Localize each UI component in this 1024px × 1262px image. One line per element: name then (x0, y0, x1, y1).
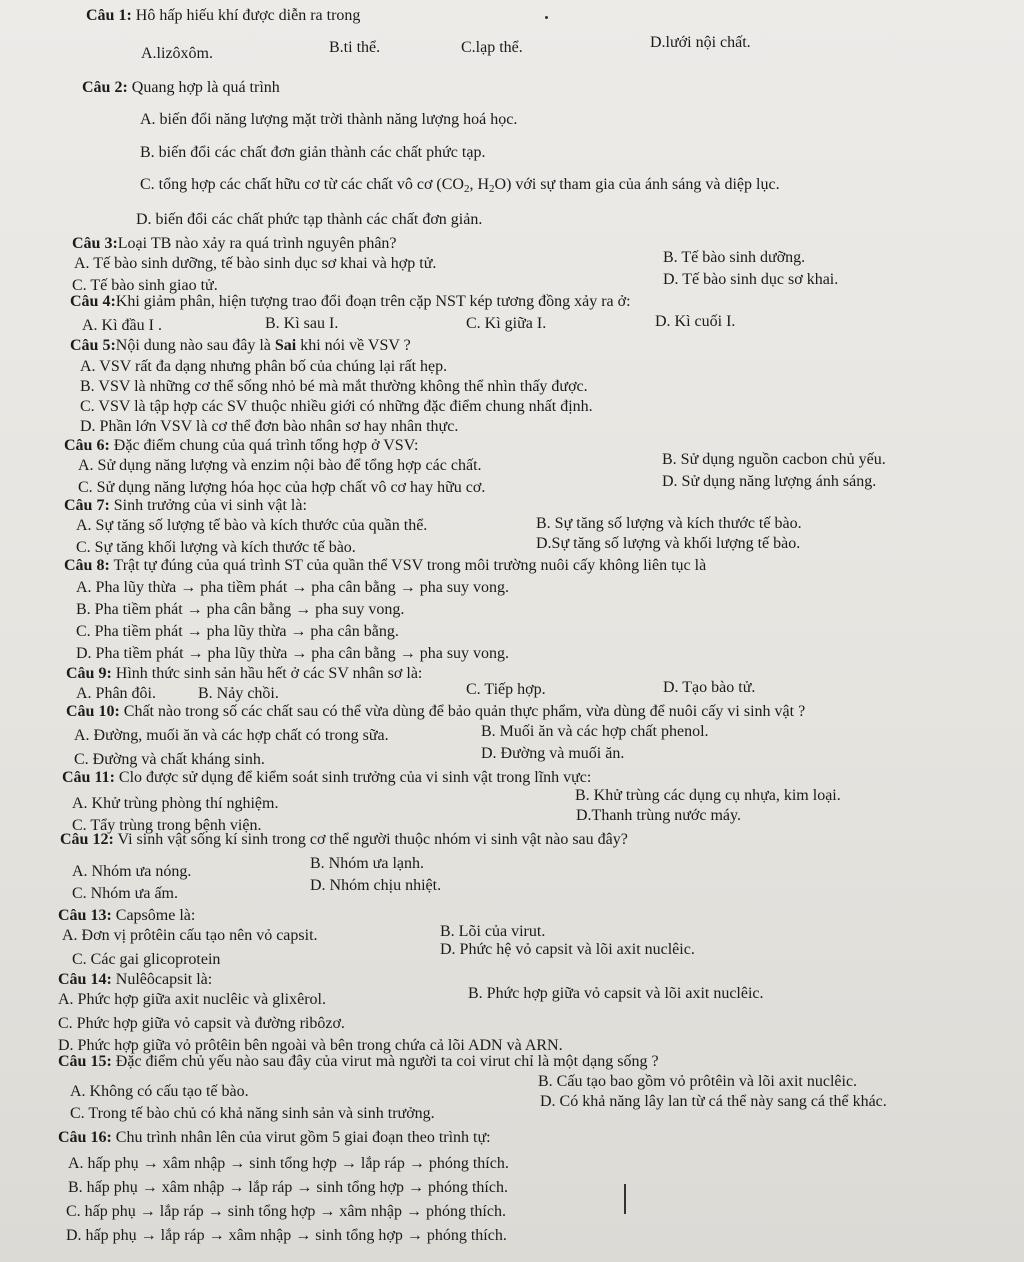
formula-part: O) với sự tham gia của ánh sáng và diệp lục. (494, 176, 780, 193)
option-11b: B. Khử trùng các dụng cụ nhựa, kim loại. (575, 787, 841, 804)
option-2b: B. biến đổi các chất đơn giản thành các chất phức tạp. (140, 144, 486, 161)
question-text: Hình thức sinh sản hầu hết ở các SV nhân sơ là: (111, 665, 423, 682)
question-number: Câu 7: (64, 497, 110, 514)
option-1c: C.lạp thể. (461, 39, 523, 56)
question-text: Vi sinh vật sống kí sinh trong cơ thể người thuộc nhóm vi sinh vật nào sau đây? (113, 831, 628, 848)
option-9b: B. Nảy chồi. (198, 685, 279, 702)
option-4b: B. Kì sau I. (265, 315, 339, 332)
option-12a: A. Nhóm ưa nóng. (72, 863, 192, 880)
option-13d: D. Phức hệ vỏ capsit và lõi axit nuclêic. (440, 941, 695, 958)
option-9d: D. Tạo bào tử. (663, 679, 756, 696)
question-number: Câu 3: (72, 235, 118, 252)
option-16a: A. hấp phụ → xâm nhập → sinh tổng hợp → lắp ráp → phóng thích. (68, 1155, 509, 1172)
option-7b: B. Sự tăng số lượng và kích thước tế bào. (536, 515, 802, 532)
option-10d: D. Đường và muối ăn. (481, 745, 625, 762)
option-4c: C. Kì giữa I. (466, 315, 547, 332)
question-text: Nội dung nào sau đây là (115, 337, 275, 354)
option-16c: C. hấp phụ → lắp ráp → sinh tổng hợp → xâm nhập → phóng thích. (66, 1203, 506, 1220)
question-8 (64, 556, 706, 576)
option-2c (140, 175, 780, 199)
subscript: 2 (463, 183, 470, 195)
question-text: Khi giảm phân, hiện tượng trao đổi đoạn trên cặp NST kép tương đồng xảy ra ở: (115, 293, 631, 310)
option-14c: C. Phức hợp giữa vỏ capsit và đường ribôzơ. (58, 1015, 345, 1032)
option-5d: D. Phần lớn VSV là cơ thể đơn bào nhân sơ hay nhân thực. (80, 418, 459, 435)
question-11 (62, 768, 591, 788)
option-9c: C. Tiếp hợp. (466, 681, 546, 698)
question-7 (64, 496, 307, 516)
question-9 (66, 664, 422, 684)
option-15a: A. Không có cấu tạo tế bào. (70, 1083, 249, 1100)
option-6d: D. Sử dụng năng lượng ánh sáng. (662, 473, 877, 490)
question-text: Capsôme là: (111, 907, 196, 924)
question-2 (82, 78, 280, 98)
question-number: Câu 15: (58, 1053, 112, 1070)
question-text: Loại TB nào xảy ra quá trình nguyên phân? (117, 235, 397, 252)
question-3 (72, 234, 397, 254)
option-1a: A.lizôxôm. (141, 45, 213, 62)
option-14a: A. Phức hợp giữa axit nuclêic và glixêrol. (58, 991, 326, 1008)
question-16 (58, 1128, 491, 1148)
option-8c: C. Pha tiềm phát → pha lũy thừa → pha cân bằng. (76, 623, 399, 640)
option-7d: D.Sự tăng số lượng và khối lượng tế bào. (536, 535, 801, 552)
option-text: C. tổng hợp các chất hữu cơ từ các chất vô cơ (CO (140, 176, 464, 193)
option-14d: D. Phức hợp giữa vỏ prôtêin bên ngoài và bên trong chứa cả lõi ADN và ARN. (58, 1037, 563, 1054)
question-number: Câu 4: (70, 293, 116, 310)
option-11d: D.Thanh trùng nước máy. (576, 807, 741, 824)
option-1d: D.lưới nội chất. (650, 34, 751, 51)
option-10c: C. Đường và chất kháng sinh. (74, 751, 265, 768)
question-number: Câu 11: (62, 769, 115, 786)
question-text: Trật tự đúng của quá trình ST của quần thể VSV trong môi trường nuôi cấy không liên tục là (109, 557, 707, 574)
question-5 (70, 336, 411, 356)
option-5a: A. VSV rất đa dạng nhưng phân bố của chúng lại rất hẹp. (80, 358, 448, 375)
question-text: Quang hợp là quá trình (127, 79, 280, 96)
question-number: Câu 2: (82, 79, 128, 96)
formula-part: , H (469, 176, 490, 193)
question-number: Câu 16: (58, 1129, 112, 1146)
question-text: Sinh trưởng của vi sinh vật là: (109, 497, 307, 514)
option-13b: B. Lõi của virut. (440, 923, 546, 940)
question-1 (86, 6, 360, 26)
option-15c: C. Trong tế bào chủ có khả năng sinh sản và sinh trưởng. (70, 1105, 435, 1122)
option-8d: D. Pha tiềm phát → pha lũy thừa → pha cân bằng → pha suy vong. (76, 645, 510, 662)
question-6 (64, 436, 419, 456)
option-5c: C. VSV là tập hợp các SV thuộc nhiều giới có những đặc điểm chung nhất định. (80, 398, 593, 415)
question-text: Đặc điểm chung của quá trình tổng hợp ở VSV: (109, 437, 419, 454)
question-number: Câu 8: (64, 557, 110, 574)
option-3a: A. Tế bào sinh dưỡng, tế bào sinh dục sơ khai và hợp tử. (74, 255, 437, 272)
question-14 (58, 970, 212, 990)
ink-dot (545, 16, 548, 19)
question-10 (66, 702, 805, 722)
option-1b: B.ti thể. (329, 39, 381, 56)
question-15 (58, 1052, 659, 1072)
option-5b: B. VSV là những cơ thể sống nhỏ bé mà mắt thường không thể nhìn thấy được. (80, 378, 588, 395)
option-4a: A. Kì đầu I . (82, 317, 162, 334)
option-3c: C. Tế bào sinh giao tử. (72, 277, 218, 294)
option-12b: B. Nhóm ưa lạnh. (310, 855, 424, 872)
option-7c: C. Sự tăng khối lượng và kích thước tế bào. (76, 539, 356, 556)
question-text: khi nói về VSV ? (296, 337, 411, 354)
option-10b: B. Muối ăn và các hợp chất phenol. (481, 723, 709, 740)
option-2d: D. biến đổi các chất phức tạp thành các chất đơn giản. (136, 211, 483, 228)
option-12d: D. Nhóm chịu nhiệt. (310, 877, 442, 894)
option-12c: C. Nhóm ưa ấm. (72, 885, 178, 902)
option-6a: A. Sử dụng năng lượng và enzim nội bào để tổng hợp các chất. (78, 457, 482, 474)
option-2a: A. biến đổi năng lượng mặt trời thành năng lượng hoá học. (140, 111, 518, 128)
question-text: Clo được sử dụng để kiểm soát sinh trưởng của vi sinh vật trong lĩnh vực: (114, 769, 592, 786)
question-text: Đặc điểm chủ yếu nào sau đây của virut mà người ta coi virut chỉ là một dạng sống ? (111, 1053, 659, 1070)
option-14b: B. Phức hợp giữa vỏ capsit và lõi axit nuclêic. (468, 985, 764, 1002)
question-number: Câu 5: (70, 337, 116, 354)
option-6c: C. Sử dụng năng lượng hóa học của hợp chất vô cơ hay hữu cơ. (78, 479, 486, 496)
option-16b: B. hấp phụ → xâm nhập → lắp ráp → sinh tổng hợp → phóng thích. (68, 1179, 508, 1196)
option-3b: B. Tế bào sinh dưỡng. (663, 249, 806, 266)
option-4d: D. Kì cuối I. (655, 313, 736, 330)
question-number: Câu 9: (66, 665, 112, 682)
option-11a: A. Khử trùng phòng thí nghiệm. (72, 795, 279, 812)
question-text: Chất nào trong số các chất sau có thể vừa dùng để bảo quản thực phẩm, vừa dùng để nuôi cấy vi sinh vật ? (119, 703, 806, 720)
subscript: 2 (489, 183, 495, 195)
option-8a: A. Pha lũy thừa → pha tiềm phát → pha cân bằng → pha suy vong. (76, 579, 510, 596)
question-emphasis: Sai (274, 337, 297, 354)
option-15d: D. Có khả năng lây lan từ cá thể này sang cá thể khác. (540, 1093, 887, 1110)
option-9a: A. Phân đôi. (76, 685, 156, 702)
question-number: Câu 6: (64, 437, 110, 454)
question-number: Câu 13: (58, 907, 112, 924)
question-text: Hô hấp hiếu khí được diễn ra trong (131, 7, 361, 24)
option-7a: A. Sự tăng số lượng tế bào và kích thước của quần thể. (76, 517, 428, 534)
option-3d: D. Tế bào sinh dục sơ khai. (663, 271, 839, 288)
question-text: Nulêôcapsit là: (111, 971, 213, 988)
option-8b: B. Pha tiềm phát → pha cân bằng → pha suy vong. (76, 601, 405, 618)
question-number: Câu 1: (86, 7, 132, 24)
question-number: Câu 14: (58, 971, 112, 988)
pen-mark (624, 1184, 626, 1214)
question-13 (58, 906, 195, 926)
question-number: Câu 10: (66, 703, 120, 720)
option-11c: C. Tẩy trùng trong bệnh viện. (72, 817, 262, 834)
option-13c: C. Các gai glicoprotein (72, 951, 221, 968)
question-4 (70, 292, 631, 312)
option-10a: A. Đường, muối ăn và các hợp chất có trong sữa. (74, 727, 389, 744)
question-12 (60, 830, 628, 850)
option-13a: A. Đơn vị prôtêin cấu tạo nên vỏ capsit. (62, 927, 318, 944)
option-16d: D. hấp phụ → lắp ráp → xâm nhập → sinh tổng hợp → phóng thích. (66, 1227, 507, 1244)
option-15b: B. Cấu tạo bao gồm vỏ prôtêin và lõi axit nuclêic. (538, 1073, 858, 1090)
question-text: Chu trình nhân lên của virut gồm 5 giai đoạn theo trình tự: (111, 1129, 491, 1146)
question-number: Câu 12: (60, 831, 114, 848)
option-6b: B. Sử dụng nguồn cacbon chủ yếu. (662, 451, 886, 468)
